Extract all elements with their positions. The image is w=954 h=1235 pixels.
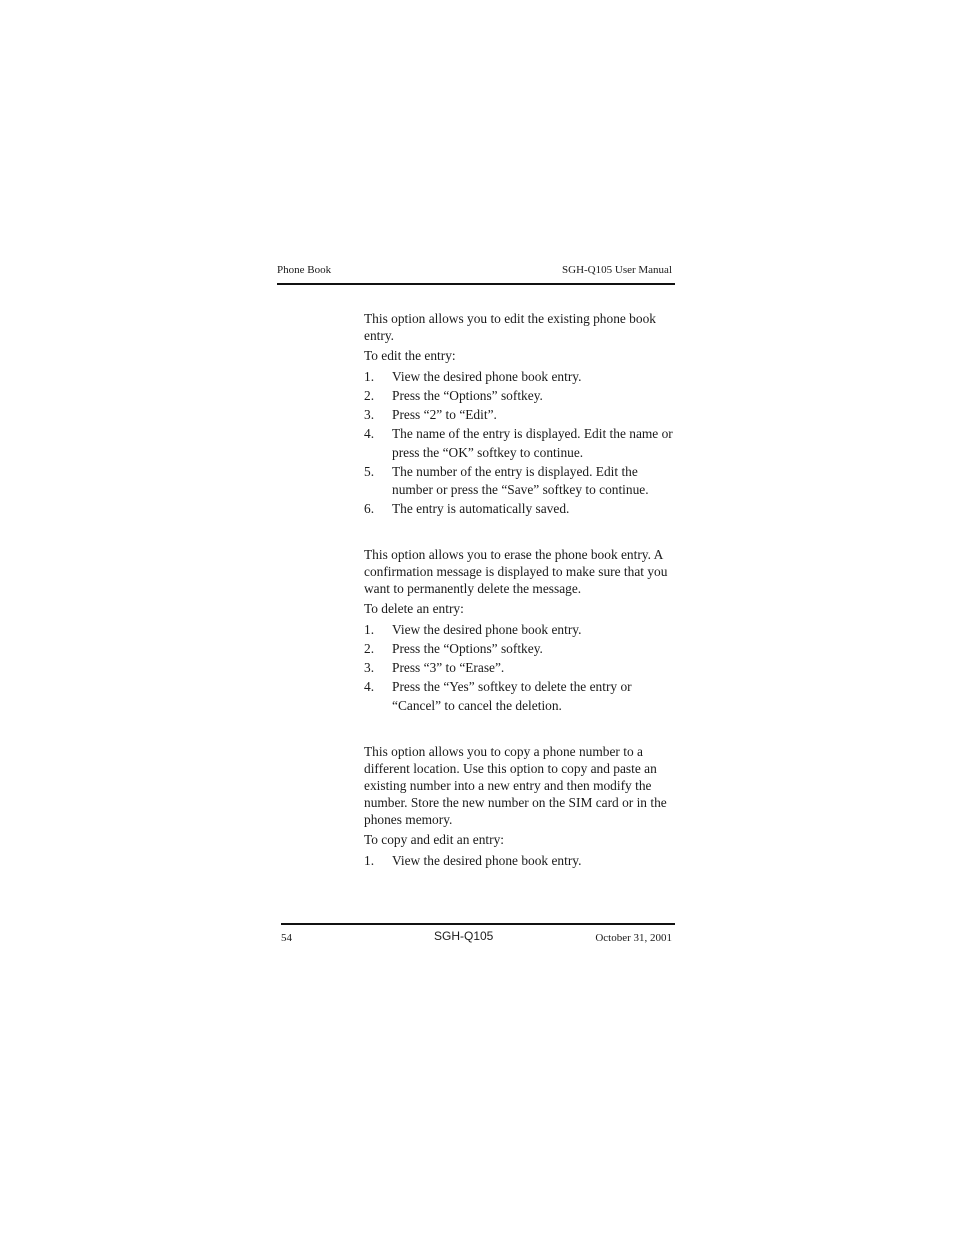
- step-text: View the desired phone book entry.: [392, 369, 582, 384]
- footer-model: SGH-Q105: [434, 929, 494, 943]
- list-item: [364, 500, 676, 519]
- step-number: 3.: [364, 660, 375, 676]
- steps-list: [364, 621, 676, 715]
- step-text: Press the “Options” softkey.: [392, 387, 543, 403]
- step-text: Press the “Yes” softkey to delete the entry or “Cancel” to cancel the deletion.: [392, 679, 632, 713]
- steps-list: [364, 852, 676, 871]
- list-item: [364, 640, 676, 659]
- step-text: Press “2” to “Edit”.: [392, 406, 497, 422]
- section-lead: To copy and edit an entry:: [364, 831, 504, 847]
- step-text: The name of the entry is displayed. Edit the name or press the “OK” softkey to continue.: [392, 425, 673, 460]
- section-lead: To edit the entry:: [364, 348, 456, 363]
- step-number: 3.: [364, 406, 375, 422]
- list-item: [364, 406, 676, 425]
- list-item: [364, 621, 676, 640]
- step-text: The number of the entry is displayed. Edit the number or press the “Save” softkey to continue.: [392, 463, 649, 498]
- step-text: Press “3” to “Erase”.: [392, 660, 505, 676]
- step-text: Press the “Options” softkey.: [392, 641, 543, 657]
- section-lead: To delete an entry:: [364, 601, 464, 617]
- section-spacer: [364, 519, 676, 546]
- step-text: The entry is automatically saved.: [392, 501, 570, 517]
- list-item: [364, 368, 676, 387]
- step-number: 2.: [364, 387, 375, 403]
- header-manual-title: SGH-Q105 User Manual: [562, 264, 672, 276]
- footer-date: October 31, 2001: [595, 932, 672, 944]
- step-text: View the desired phone book entry.: [392, 622, 582, 638]
- step-number: 5.: [364, 463, 375, 479]
- step-number: 4.: [364, 679, 375, 695]
- step-text: View the desired phone book entry.: [392, 852, 582, 868]
- list-item: [364, 678, 676, 715]
- section-intro: This option allows you to erase the phone book entry. A confirmation message is displayed to make sure that you want to permanently delete the message.: [364, 547, 668, 597]
- footer-divider: [281, 923, 675, 925]
- page-body: [364, 310, 676, 871]
- step-number: 1.: [364, 369, 375, 384]
- page-number: 54: [281, 932, 292, 944]
- header-section-title: Phone Book: [277, 264, 332, 276]
- list-item: [364, 425, 676, 462]
- section-copy: [364, 743, 676, 871]
- list-item: [364, 387, 676, 406]
- step-number: 2.: [364, 641, 375, 657]
- section-edit: [364, 310, 676, 519]
- list-item: [364, 659, 676, 678]
- section-intro: This option allows you to edit the existing phone book entry.: [364, 311, 656, 343]
- page-footer: [281, 929, 675, 949]
- step-number: 6.: [364, 501, 375, 517]
- section-spacer: [364, 716, 676, 743]
- step-number: 1.: [364, 622, 375, 638]
- list-item: [364, 463, 676, 500]
- section-intro: This option allows you to copy a phone number to a different location. Use this option to copy and paste an existing number into a new entry and then modify the number. Store the new number on the SIM card or in the phones memory.: [364, 743, 667, 827]
- step-number: 4.: [364, 425, 375, 441]
- step-number: 1.: [364, 852, 375, 868]
- list-item: [364, 852, 676, 871]
- steps-list: [364, 368, 676, 519]
- section-erase: [364, 546, 676, 715]
- page-header: [277, 263, 675, 285]
